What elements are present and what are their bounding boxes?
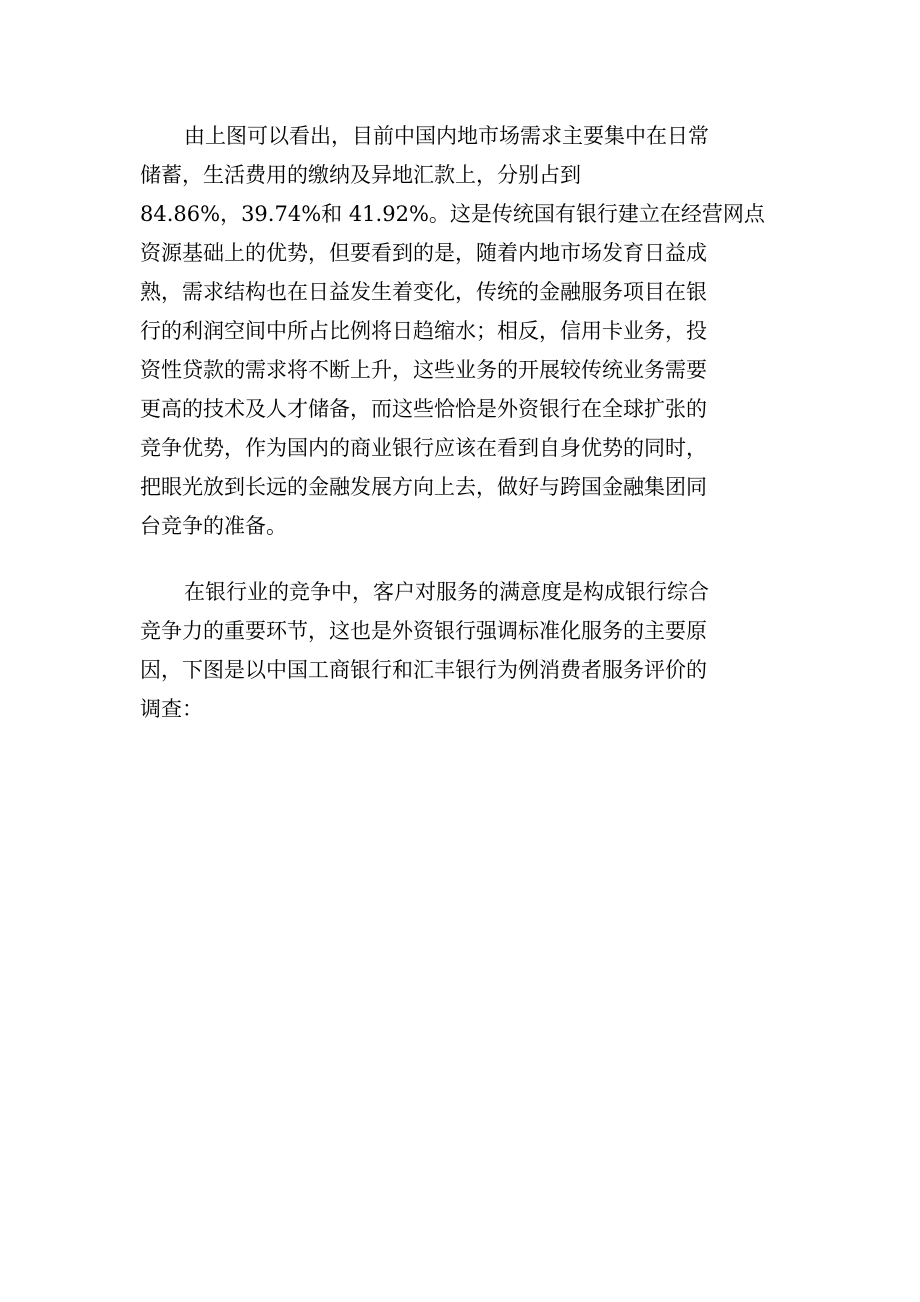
paragraph-line: 在银行业的竞争中，客户对服务的满意度是构成银行综合 (184, 580, 709, 604)
paragraph-line: 更高的技术及人才储备，而这些恰恰是外资银行在全球扩张的 (140, 397, 707, 421)
paragraph-line: 竞争优势，作为国内的商业银行应该在看到自身优势的同时， (140, 436, 707, 460)
paragraph-2 (140, 573, 772, 729)
paragraph-line: 熟，需求结构也在日益发生着变化，传统的金融服务项目在银 (140, 280, 707, 304)
paragraph-line: 资源基础上的优势，但要看到的是，随着内地市场发育日益成 (140, 241, 707, 265)
paragraph-1 (140, 117, 772, 546)
paragraph-line: 因，下图是以中国工商银行和汇丰银行为例消费者服务评价的 (140, 658, 707, 682)
paragraph-line: 台竞争的准备。 (140, 514, 287, 538)
paragraph-line: 把眼光放到长远的金融发展方向上去，做好与跨国金融集团同 (140, 475, 707, 499)
paragraph-line: 竞争力的重要环节，这也是外资银行强调标准化服务的主要原 (140, 619, 707, 643)
paragraph-line: 资性贷款的需求将不断上升，这些业务的开展较传统业务需要 (140, 358, 707, 382)
paragraph-line: 储蓄，生活费用的缴纳及异地汇款上，分别占到 (140, 163, 581, 187)
paragraph-line: 调查： (140, 697, 203, 721)
paragraph-line: 行的利润空间中所占比例将日趋缩水；相反，信用卡业务，投 (140, 319, 707, 343)
paragraph-line: 由上图可以看出，目前中国内地市场需求主要集中在日常 (184, 124, 709, 148)
paragraph-spacer (140, 546, 772, 573)
paragraph-line: 84.86%，39.74%和 41.92%。这是传统国有银行建立在经营网点 (140, 202, 765, 226)
document-body (140, 117, 772, 729)
